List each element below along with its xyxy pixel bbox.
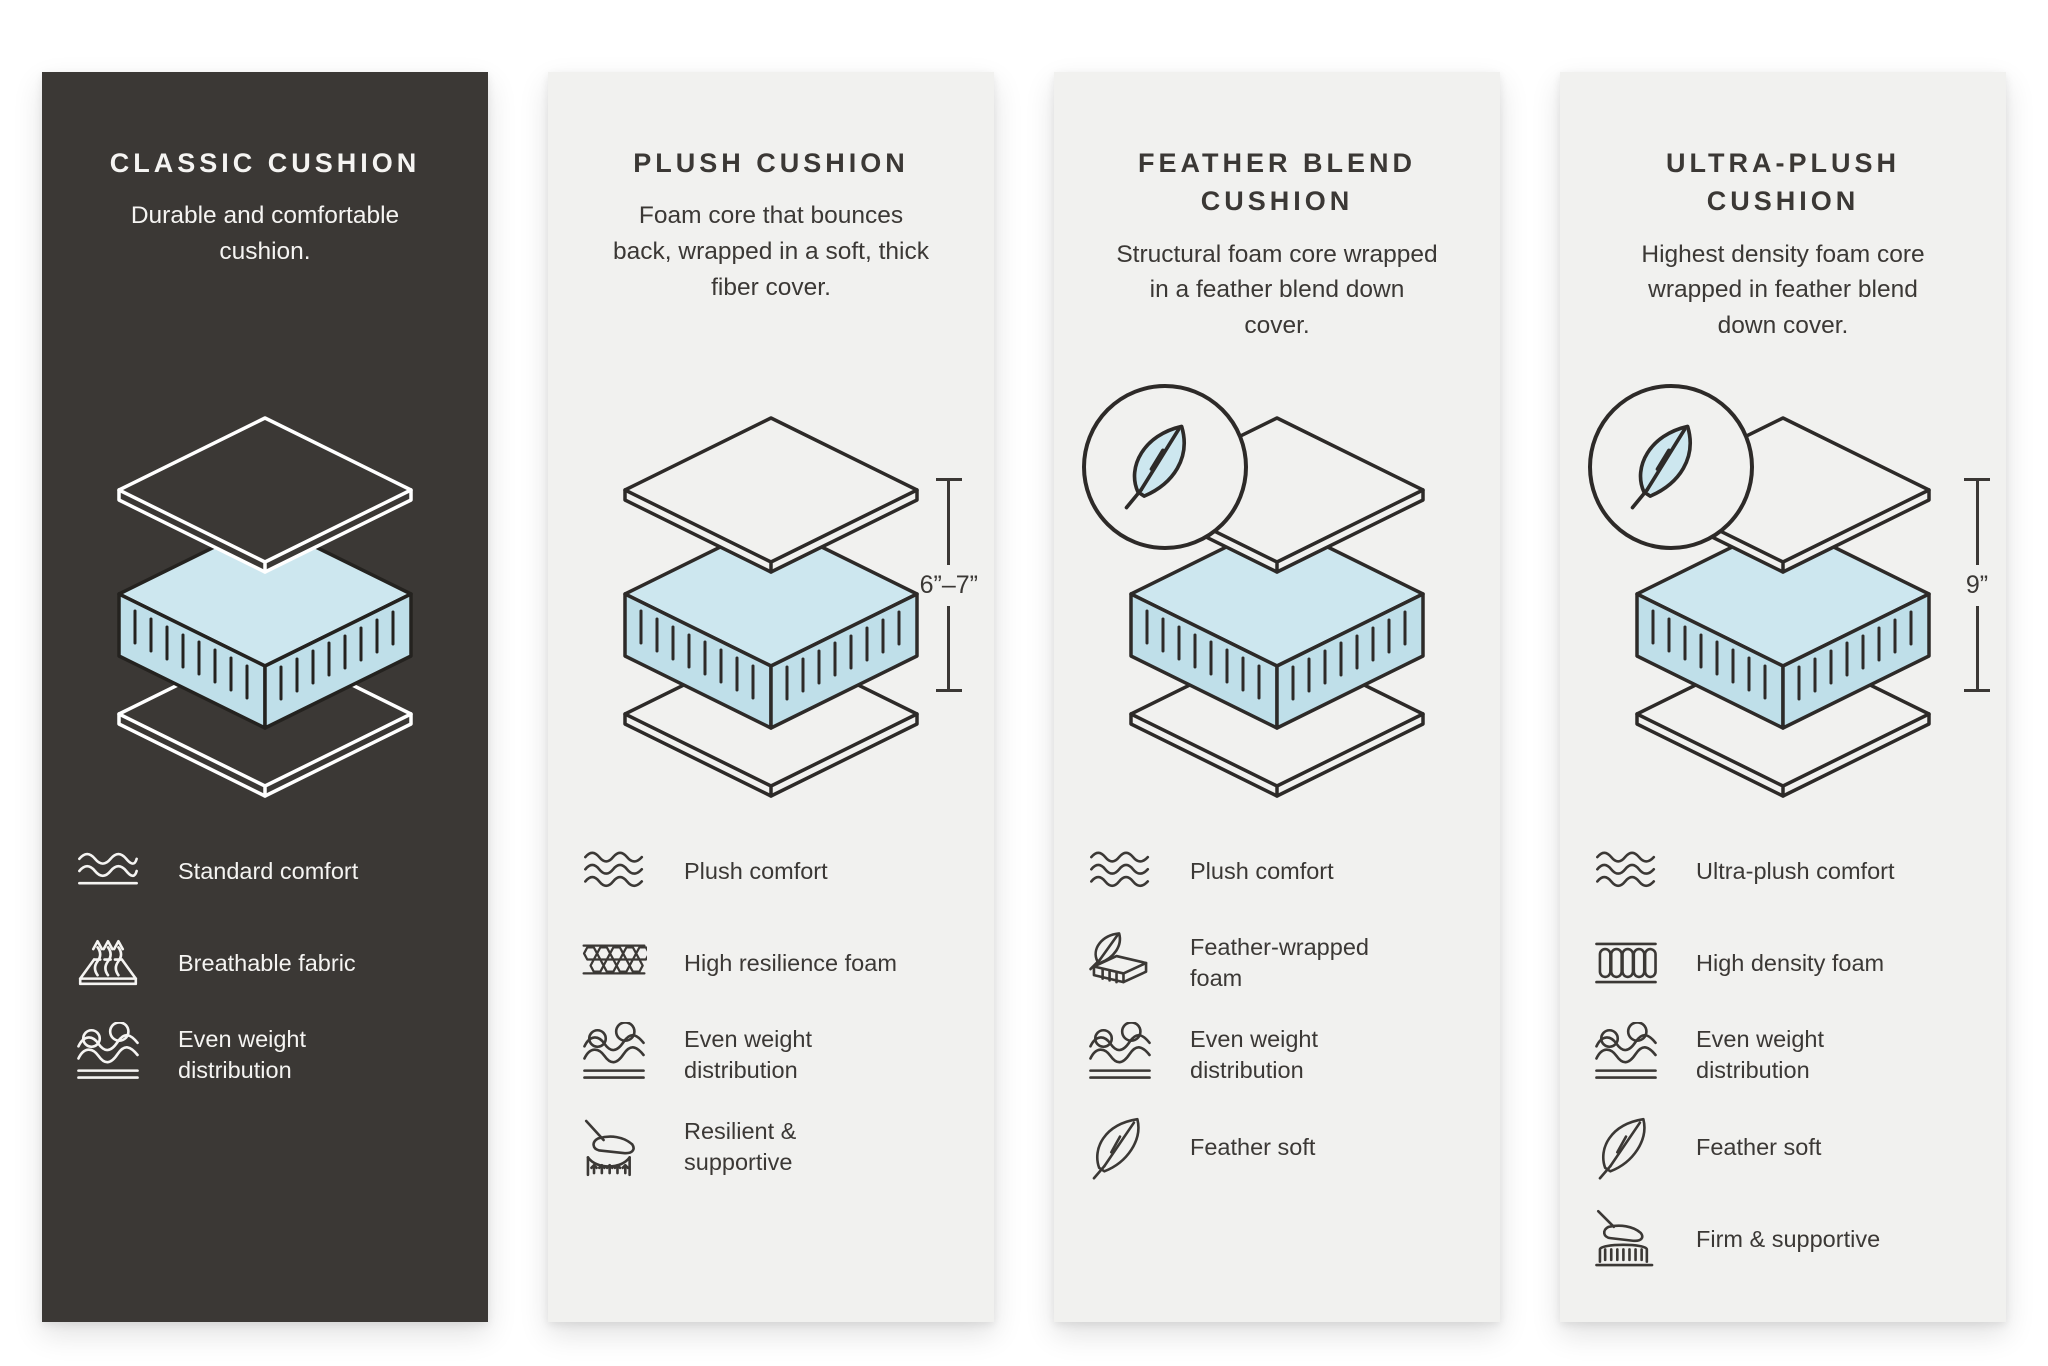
panel-header xyxy=(1054,144,1500,382)
measure-line xyxy=(947,481,950,565)
feature-label: High density foam xyxy=(1696,949,1885,976)
feature-label: Even weight distribution xyxy=(684,1026,813,1083)
feature-label: Plush comfort xyxy=(684,857,828,884)
feather-wrapped-foam-icon xyxy=(1084,930,1156,996)
panel-title: FEATHER BLEND CUSHION xyxy=(1138,148,1416,217)
diagram-zone xyxy=(548,382,994,832)
feature-row xyxy=(1590,930,1980,996)
feather-icon xyxy=(1113,415,1217,519)
panel-ultra-plush-cushion xyxy=(1560,72,2006,1322)
diagram-zone xyxy=(1054,382,1500,832)
height-measurement xyxy=(920,478,978,692)
feature-label: Plush comfort xyxy=(1190,857,1334,884)
comfort-waves-icon xyxy=(1084,838,1156,904)
feature-row xyxy=(72,838,462,904)
feature-row xyxy=(578,1022,968,1088)
panel-header xyxy=(548,144,994,382)
feather-badge xyxy=(1082,384,1248,550)
feature-row xyxy=(578,838,968,904)
feature-row xyxy=(578,930,968,996)
honeycomb-foam-icon xyxy=(578,930,650,996)
measure-value: 6”–7” xyxy=(919,570,978,599)
comfort-waves-icon xyxy=(72,838,144,904)
diagram-zone xyxy=(42,382,488,832)
feature-label: Feather-wrapped foam xyxy=(1190,934,1369,991)
feather-badge xyxy=(1588,384,1754,550)
feature-label: High resilience foam xyxy=(684,949,897,976)
feature-row xyxy=(1084,1022,1474,1088)
feather-icon xyxy=(1619,415,1723,519)
feature-row xyxy=(1084,930,1474,996)
feature-row xyxy=(1590,1206,1980,1272)
panel-classic-cushion xyxy=(42,72,488,1322)
panel-description: Durable and comfortable cushion. xyxy=(130,202,400,266)
high-density-foam-icon xyxy=(1590,930,1662,996)
weight-distribution-icon xyxy=(1590,1022,1662,1088)
feature-label: Breathable fabric xyxy=(178,949,356,976)
panel-description: Structural foam core wrapped in a feather blend down cover. xyxy=(1116,240,1438,340)
feature-row xyxy=(1084,1114,1474,1180)
panel-feather-blend-cushion xyxy=(1054,72,1500,1322)
feature-label: Standard comfort xyxy=(178,857,359,884)
feature-label: Feather soft xyxy=(1696,1133,1822,1160)
resilient-support-icon xyxy=(578,1114,650,1180)
feature-list xyxy=(42,832,488,1088)
feature-row xyxy=(72,930,462,996)
feature-row xyxy=(72,1022,462,1088)
feature-label: Feather soft xyxy=(1190,1133,1316,1160)
feature-list xyxy=(1560,832,2006,1272)
panel-description: Foam core that bounces back, wrapped in a soft, thick fiber cover. xyxy=(613,202,929,301)
firm-support-icon xyxy=(1590,1206,1662,1272)
measure-line xyxy=(1976,481,1979,565)
measure-cap-bottom xyxy=(1964,689,1990,692)
feature-label: Firm & supportive xyxy=(1696,1225,1881,1252)
panel-title: PLUSH CUSHION xyxy=(633,148,909,178)
feature-row xyxy=(1590,838,1980,904)
panel-header xyxy=(1560,144,2006,382)
feature-label: Ultra-plush comfort xyxy=(1696,857,1895,884)
feature-list xyxy=(548,832,994,1180)
breathable-fabric-icon xyxy=(72,930,144,996)
feather-icon xyxy=(1590,1114,1662,1180)
feature-row xyxy=(1590,1022,1980,1088)
measure-cap-bottom xyxy=(936,689,962,692)
feature-row xyxy=(1590,1114,1980,1180)
feature-row xyxy=(578,1114,968,1180)
feature-label: Resilient & supportive xyxy=(684,1118,797,1175)
feature-label: Even weight distribution xyxy=(1190,1026,1319,1083)
weight-distribution-icon xyxy=(578,1022,650,1088)
comfort-waves-icon xyxy=(578,838,650,904)
panel-title: CLASSIC CUSHION xyxy=(109,148,421,178)
feather-icon xyxy=(1084,1114,1156,1180)
measure-line xyxy=(947,606,950,690)
feature-list xyxy=(1054,832,1500,1180)
panel-plush-cushion xyxy=(548,72,994,1322)
cushion-layers-diagram xyxy=(601,402,941,802)
panel-header xyxy=(42,144,488,382)
diagram-zone xyxy=(1560,382,2006,832)
feature-label: Even weight distribution xyxy=(1696,1026,1825,1083)
comfort-waves-icon xyxy=(1590,838,1662,904)
height-measurement xyxy=(1964,478,1990,692)
weight-distribution-icon xyxy=(72,1022,144,1088)
panel-description: Highest density foam core wrapped in feather blend down cover. xyxy=(1641,240,1925,340)
measure-value: 9” xyxy=(1965,570,1989,599)
measure-line xyxy=(1976,606,1979,690)
feature-row xyxy=(1084,838,1474,904)
feature-label: Even weight distribution xyxy=(178,1026,307,1083)
cushion-layers-diagram xyxy=(95,402,435,802)
panel-title: ULTRA-PLUSH CUSHION xyxy=(1666,148,1900,217)
weight-distribution-icon xyxy=(1084,1022,1156,1088)
